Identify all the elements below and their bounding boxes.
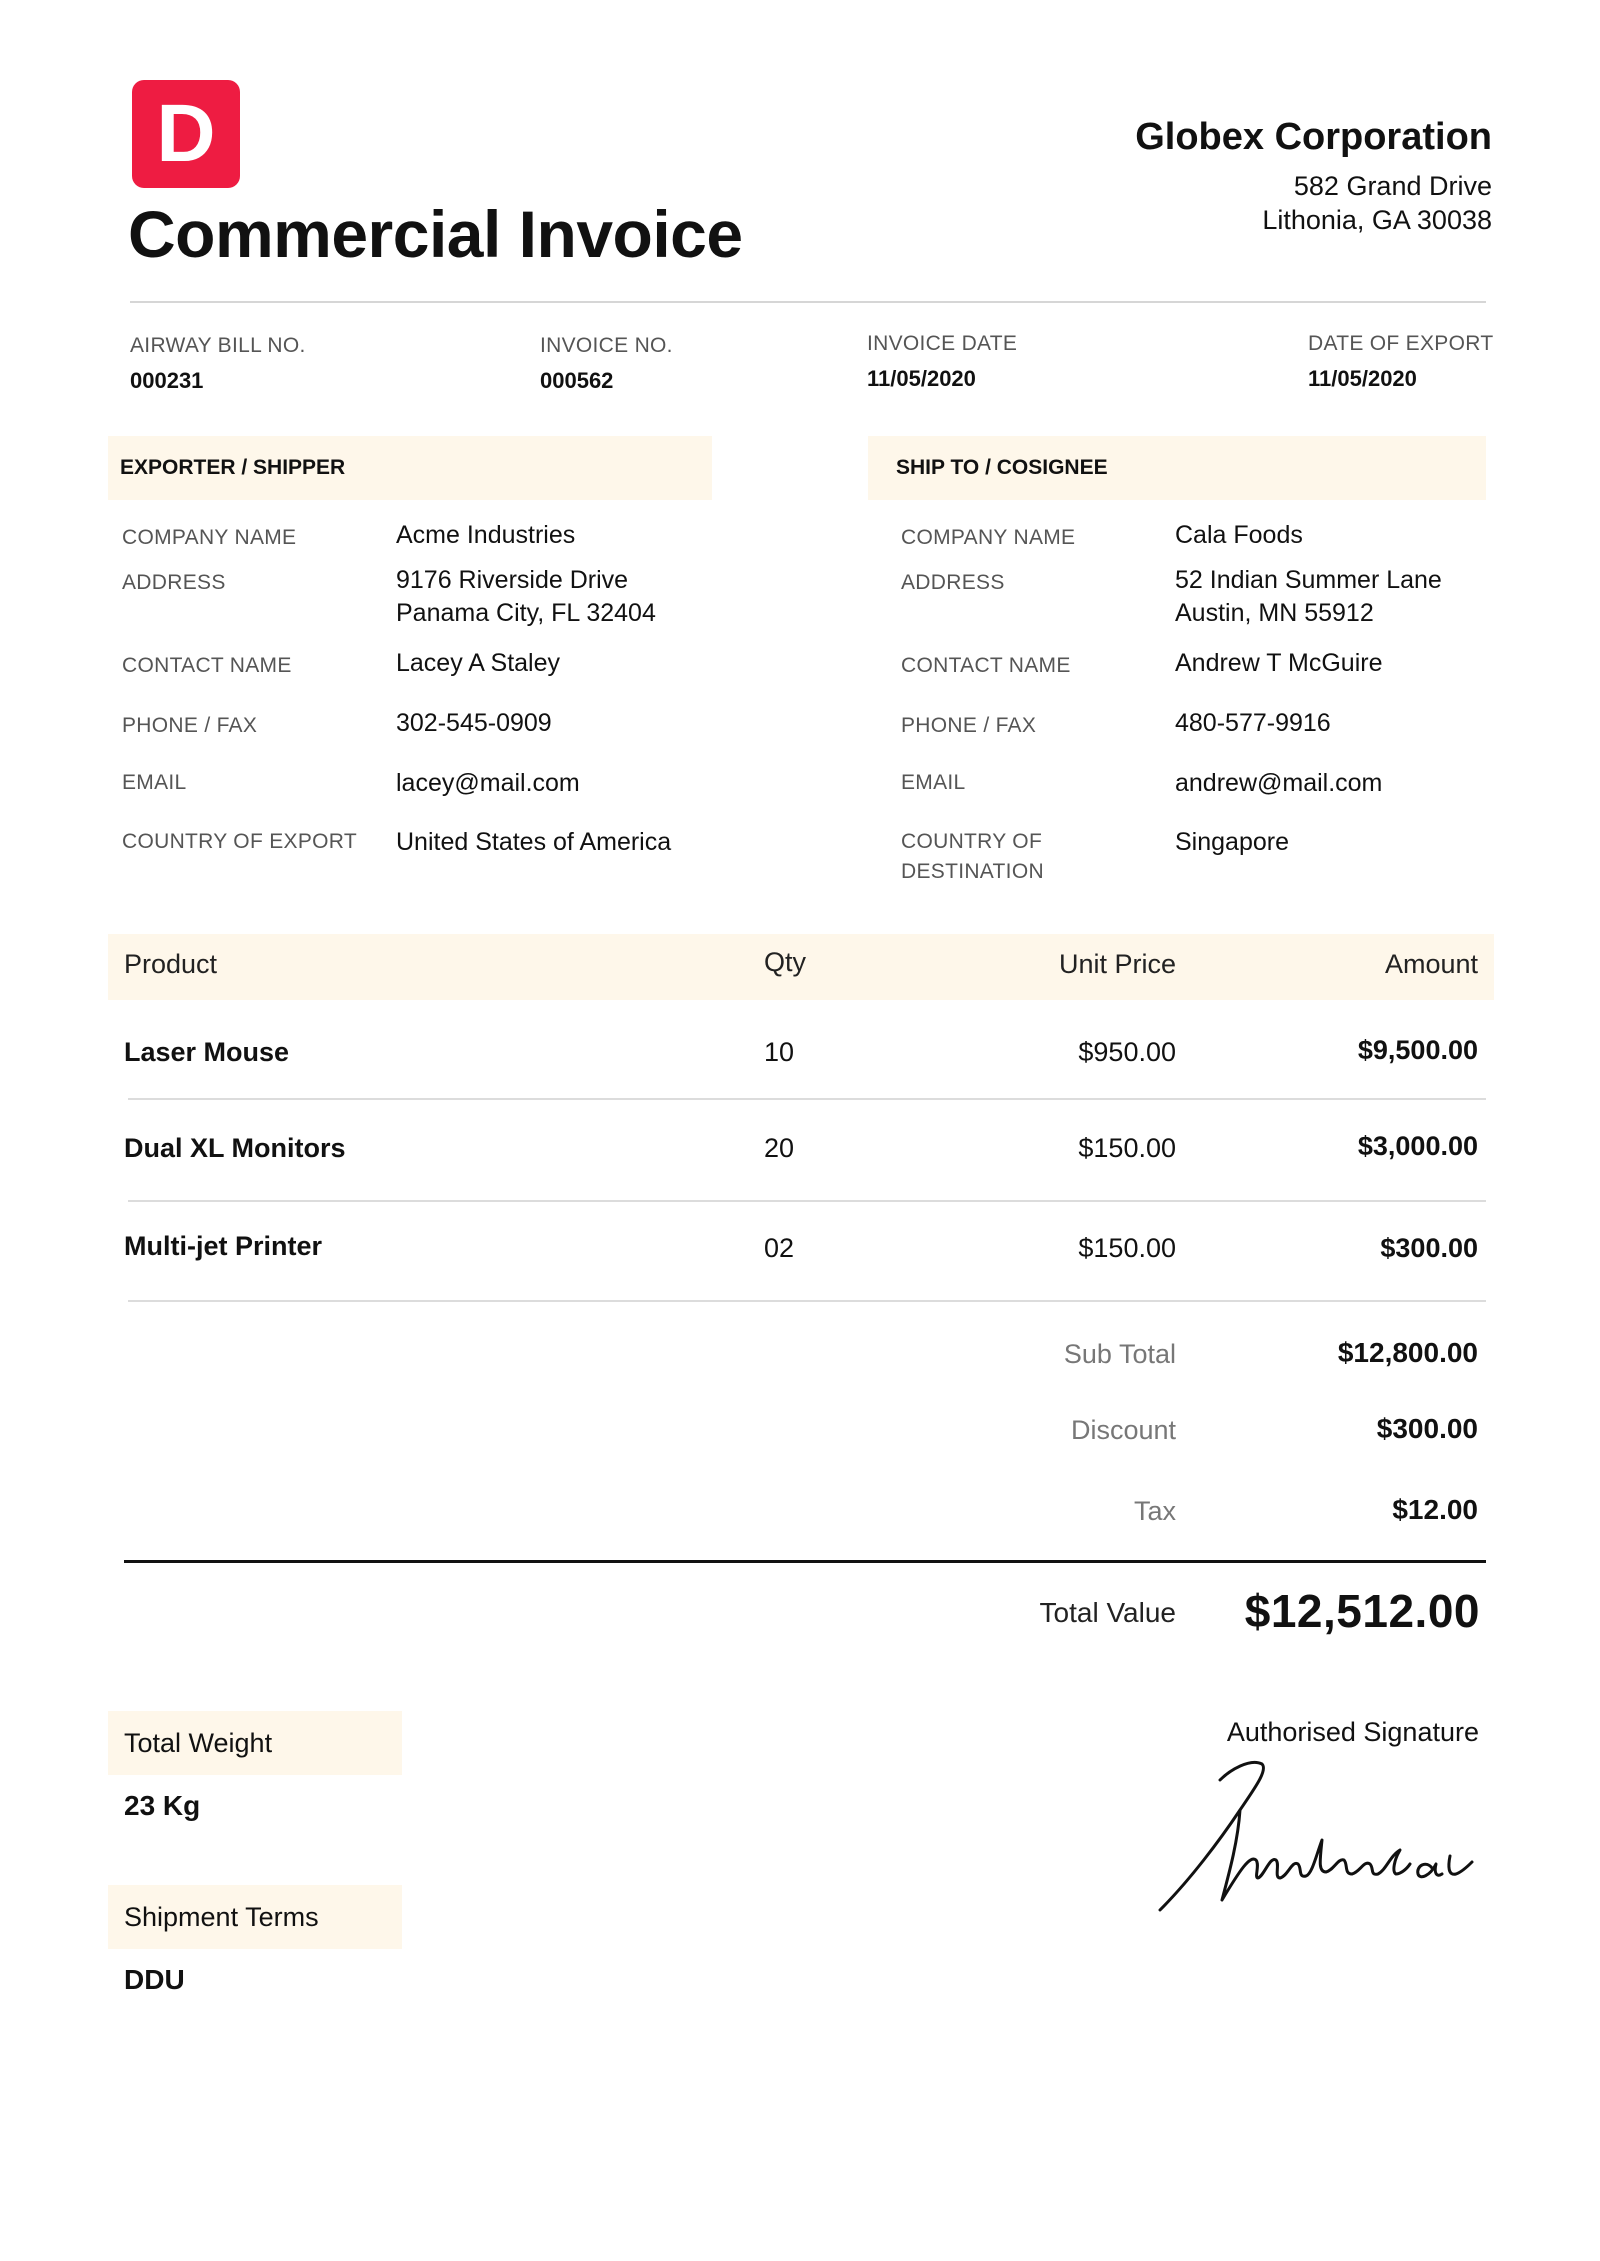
consignee-email-label: EMAIL (901, 771, 966, 794)
exporter-email: lacey@mail.com (396, 769, 580, 797)
exporter-contact-label: CONTACT NAME (122, 654, 292, 677)
exporter-address-line1: 9176 Riverside Drive (396, 566, 629, 594)
table-row-amount: $3,000.00 (1357, 1131, 1478, 1161)
consignee-company-label: COMPANY NAME (901, 526, 1076, 549)
table-row-unit-price: $150.00 (1078, 1233, 1176, 1263)
col-header-amount: Amount (1384, 949, 1478, 979)
page-title: Commercial Invoice (128, 197, 743, 271)
invoice-date (867, 332, 1017, 392)
total-value-label: Total Value (1039, 1597, 1176, 1628)
company-block (1135, 116, 1492, 237)
invoice-date-value: 11/05/2020 (867, 366, 976, 391)
discount-value: $300.00 (1376, 1413, 1478, 1444)
row-divider (128, 1098, 1486, 1100)
col-header-qty: Qty (764, 947, 807, 977)
table-row-unit-price: $950.00 (1078, 1037, 1176, 1067)
company-name: Globex Corporation (1135, 116, 1492, 158)
totals-divider (124, 1560, 1486, 1563)
exporter-email-label: EMAIL (122, 771, 187, 794)
row-divider (128, 1200, 1486, 1202)
subtotal-label: Sub Total (1063, 1339, 1176, 1369)
col-header-product: Product (124, 949, 218, 979)
exporter-address-label: ADDRESS (122, 571, 226, 594)
total-weight-label: Total Weight (108, 1711, 402, 1775)
table-row-qty: 10 (764, 1037, 795, 1067)
table-row-product: Dual XL Monitors (124, 1133, 346, 1163)
company-address-line1: 582 Grand Drive (1293, 171, 1492, 201)
exporter-company: Acme Industries (396, 521, 576, 549)
exporter-country-label: COUNTRY OF EXPORT (122, 830, 357, 853)
consignee-contact: Andrew T McGuire (1175, 649, 1383, 677)
consignee-phone: 480-577-9916 (1175, 709, 1331, 737)
consignee-country-label-line2: DESTINATION (901, 860, 1044, 883)
company-address-line2: Lithonia, GA 30038 (1262, 205, 1492, 235)
table-row-amount: $300.00 (1380, 1233, 1478, 1263)
signature-image (1150, 1760, 1490, 1920)
consignee-email: andrew@mail.com (1175, 769, 1383, 797)
tax-label: Tax (1133, 1496, 1176, 1526)
header-divider (130, 301, 1486, 303)
row-divider (128, 1300, 1486, 1302)
table-row-product: Laser Mouse (124, 1037, 290, 1067)
consignee-address-line2: Austin, MN 55912 (1175, 599, 1374, 627)
col-header-unit-price: Unit Price (1058, 949, 1176, 979)
tax-value: $12.00 (1392, 1494, 1478, 1525)
consignee-address-line1: 52 Indian Summer Lane (1175, 566, 1442, 594)
export-date-label: DATE OF EXPORT (1308, 332, 1494, 355)
table-row-qty: 02 (764, 1233, 795, 1263)
exporter-phone-label: PHONE / FAX (122, 714, 258, 737)
exporter-address-line2: Panama City, FL 32404 (396, 599, 656, 627)
exporter-heading: EXPORTER / SHIPPER (108, 436, 712, 500)
consignee-contact-label: CONTACT NAME (901, 654, 1071, 677)
export-date-value: 11/05/2020 (1308, 366, 1417, 391)
total-value: $12,512.00 (1244, 1585, 1480, 1637)
table-row-qty: 20 (764, 1133, 795, 1163)
invoice-date-label: INVOICE DATE (867, 332, 1018, 355)
table-row-product: Multi-jet Printer (124, 1231, 323, 1261)
shipment-terms-value: DDU (124, 1964, 185, 1995)
consignee-company: Cala Foods (1175, 521, 1303, 549)
table-row-unit-price: $150.00 (1078, 1133, 1176, 1163)
total-weight-value: 23 Kg (124, 1790, 201, 1821)
shipment-terms-label: Shipment Terms (108, 1885, 402, 1949)
airway-bill (130, 334, 306, 394)
signature-label: Authorised Signature (1226, 1717, 1479, 1747)
exporter-company-label: COMPANY NAME (122, 526, 297, 549)
consignee-phone-label: PHONE / FAX (901, 714, 1037, 737)
export-date (1308, 332, 1493, 392)
consignee-country-label-line1: COUNTRY OF (901, 830, 1043, 853)
consignee-address-label: ADDRESS (901, 571, 1005, 594)
invoice-number (540, 334, 673, 394)
discount-label: Discount (1070, 1415, 1176, 1445)
airway-bill-value: 000231 (130, 368, 204, 393)
invoice-number-value: 000562 (540, 368, 614, 393)
subtotal-value: $12,800.00 (1337, 1337, 1478, 1368)
airway-bill-label: AIRWAY BILL NO. (130, 334, 306, 357)
consignee-country: Singapore (1175, 828, 1289, 856)
company-logo (132, 80, 240, 188)
exporter-country: United States of America (396, 828, 672, 856)
exporter-contact: Lacey A Staley (396, 649, 561, 677)
invoice-number-label: INVOICE NO. (540, 334, 673, 357)
table-row-amount: $9,500.00 (1357, 1035, 1478, 1065)
logo-letter: D (156, 88, 216, 179)
consignee-heading: SHIP TO / COSIGNEE (868, 436, 1486, 500)
exporter-phone: 302-545-0909 (396, 709, 552, 737)
